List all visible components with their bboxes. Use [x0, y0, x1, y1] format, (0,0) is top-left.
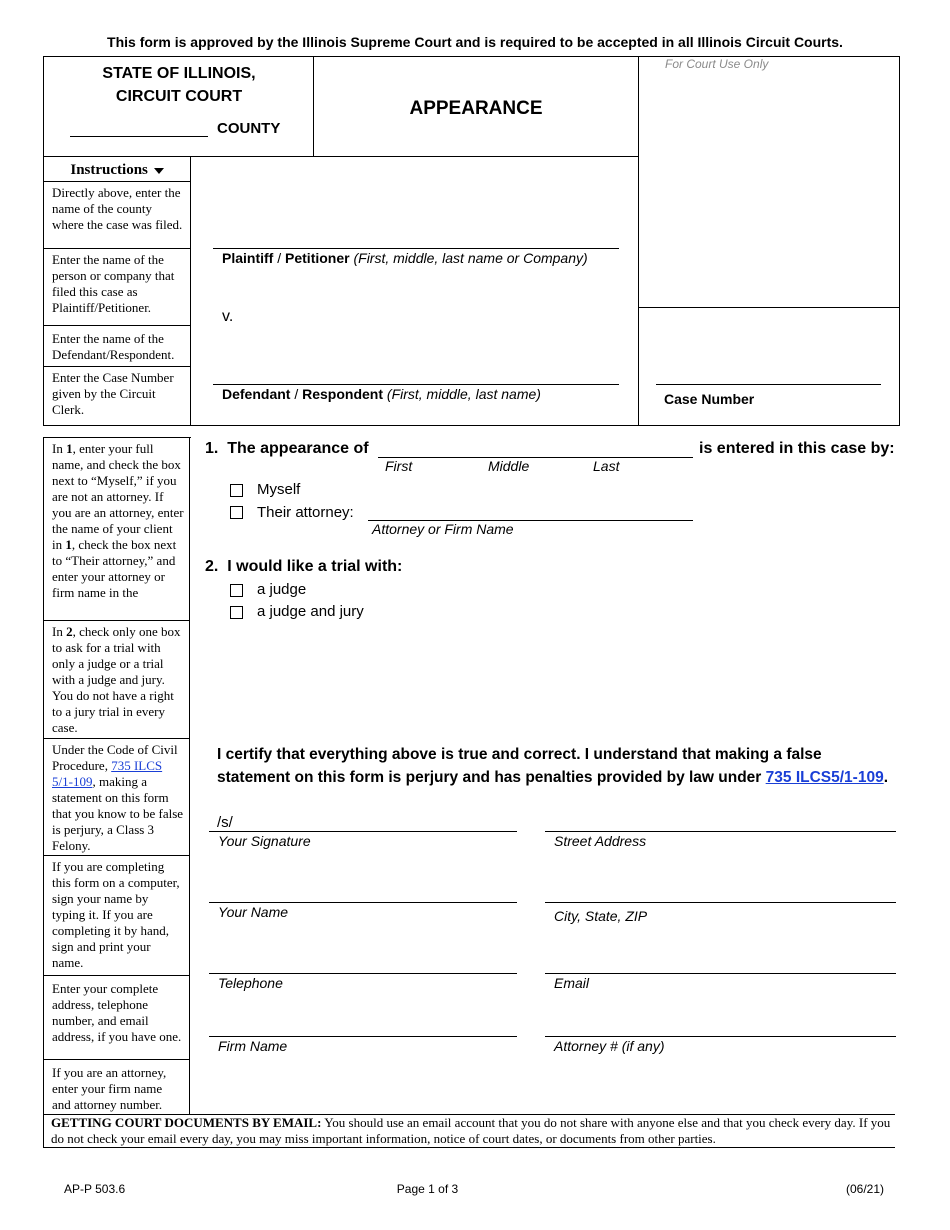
statute-link[interactable]: 735 ILCS 5/1-109: [52, 758, 163, 789]
judge-jury-label: a judge and jury: [257, 603, 364, 620]
form-code: AP-P 503.6: [64, 1182, 126, 1196]
their-attorney-label: Their attorney:: [257, 504, 354, 521]
street-address-input-line[interactable]: [545, 831, 896, 832]
middle-name-hint: Middle: [488, 458, 530, 474]
myself-checkbox[interactable]: [230, 484, 243, 497]
approval-notice: This form is approved by the Illinois Supreme Court and is required to be accepted in all Illinois Circuit Courts.: [107, 34, 843, 50]
instruction-defendant: Enter the name of the Defendant/Respondent.: [44, 326, 190, 367]
section-2-heading: 2. I would like a trial with:: [205, 558, 403, 575]
telephone-label: Telephone: [218, 975, 283, 991]
myself-label: Myself: [257, 481, 301, 498]
page-number: Page 1 of 3: [396, 1182, 459, 1196]
instruction-section-1: In 1, enter your full name, and check the box next to “Myself,” if you are not an attorney. If you are an attorney, enter the name of your client in 1, check the box next to “Their attorney,” and enter your attorney or firm name in the: [44, 438, 190, 621]
firm-name-label: Firm Name: [218, 1038, 288, 1054]
your-name-label: Your Name: [218, 904, 289, 920]
email-input-line[interactable]: [545, 973, 896, 974]
instruction-county: Directly above, enter the name of the county where the case was filed.: [44, 182, 190, 249]
instruction-address: Enter your complete address, telephone number, and email address, if you have one.: [44, 976, 190, 1060]
case-number-label: Case Number: [664, 391, 755, 407]
versus-label: v.: [222, 308, 234, 325]
attorney-firm-hint: Attorney or Firm Name: [372, 521, 514, 537]
instruction-case-number: Enter the Case Number given by the Circuit Clerk.: [52, 370, 174, 417]
revision-date: (06/21): [846, 1182, 885, 1196]
instructions-heading: [44, 162, 190, 179]
certification-text: I certify that everything above is true and correct. I understand that making a false statement on this form is perjury and has penalties provided by law under 735 ILCS5/1-109.: [217, 746, 889, 786]
attorney-number-label: Attorney # (if any): [554, 1038, 665, 1054]
telephone-input-line[interactable]: [209, 973, 517, 974]
city-state-zip-label: City, State, ZIP: [554, 908, 648, 924]
certification-statute-link[interactable]: 735 ILCS5/1-109: [765, 769, 884, 786]
plaintiff-label: Plaintiff / Petitioner (First, middle, last name or Company): [222, 250, 588, 266]
section-1-suffix: is entered in this case by:: [699, 440, 895, 457]
county-input-line[interactable]: [70, 136, 208, 137]
signature-value[interactable]: /s/: [217, 814, 233, 831]
county-label: COUNTY: [217, 120, 281, 137]
instruction-perjury: Under the Code of Civil Procedure, 735 ILCS 5/1-109, making a statement on this form that you know to be false is perjury, a Class 3 Felony.: [44, 739, 190, 856]
judge-jury-checkbox[interactable]: [230, 606, 243, 619]
section-1-heading: 1. The appearance of: [205, 440, 369, 457]
their-attorney-checkbox[interactable]: [230, 506, 243, 519]
instructions-title: Instructions: [70, 162, 148, 178]
court-label: CIRCUIT COURT: [115, 88, 243, 105]
firm-name-input-line[interactable]: [209, 1036, 517, 1037]
appearance-name-input-line[interactable]: [378, 457, 693, 458]
street-address-label: Street Address: [554, 833, 647, 849]
your-signature-label: Your Signature: [218, 833, 311, 849]
city-state-zip-input-line[interactable]: [545, 902, 896, 903]
court-use-only-label: For Court Use Only: [665, 57, 769, 71]
instruction-plaintiff: Enter the name of the person or company that filed this case as Plaintiff/Petitioner.: [44, 249, 190, 326]
form-title: APPEARANCE: [409, 98, 543, 119]
triangle-down-icon: [154, 168, 164, 174]
last-name-hint: Last: [593, 458, 620, 474]
instruction-signature: If you are completing this form on a computer, sign your name by typing it. If you are completing it by hand, sign and print your name.: [44, 856, 190, 976]
defendant-label: Defendant / Respondent (First, middle, last name): [222, 386, 541, 402]
instruction-section-2: In 2, check only one box to ask for a trial with only a judge or a trial with a judge and jury. You do not have a right to a jury trial in every case.: [44, 621, 190, 739]
first-name-hint: First: [385, 458, 413, 474]
defendant-input-line[interactable]: [213, 384, 619, 385]
plaintiff-input-line[interactable]: [213, 248, 619, 249]
judge-checkbox[interactable]: [230, 584, 243, 597]
email-notice: GETTING COURT DOCUMENTS BY EMAIL: You should use an email account that you do not share with anyone else and that you check every day. If you do not check your email every day, you may miss important information, notice of court dates, or documents from other parties.: [51, 1115, 891, 1146]
attorney-number-input-line[interactable]: [545, 1036, 896, 1037]
court-heading: [44, 62, 314, 108]
state-label: STATE OF ILLINOIS,: [102, 65, 256, 82]
email-label: Email: [554, 975, 590, 991]
your-name-input-line[interactable]: [209, 902, 517, 903]
signature-input-line[interactable]: [209, 831, 517, 832]
instruction-attorney: If you are an attorney, enter your firm name and attorney number.: [44, 1060, 190, 1115]
case-number-input-line[interactable]: [656, 384, 881, 385]
judge-label: a judge: [257, 581, 307, 598]
